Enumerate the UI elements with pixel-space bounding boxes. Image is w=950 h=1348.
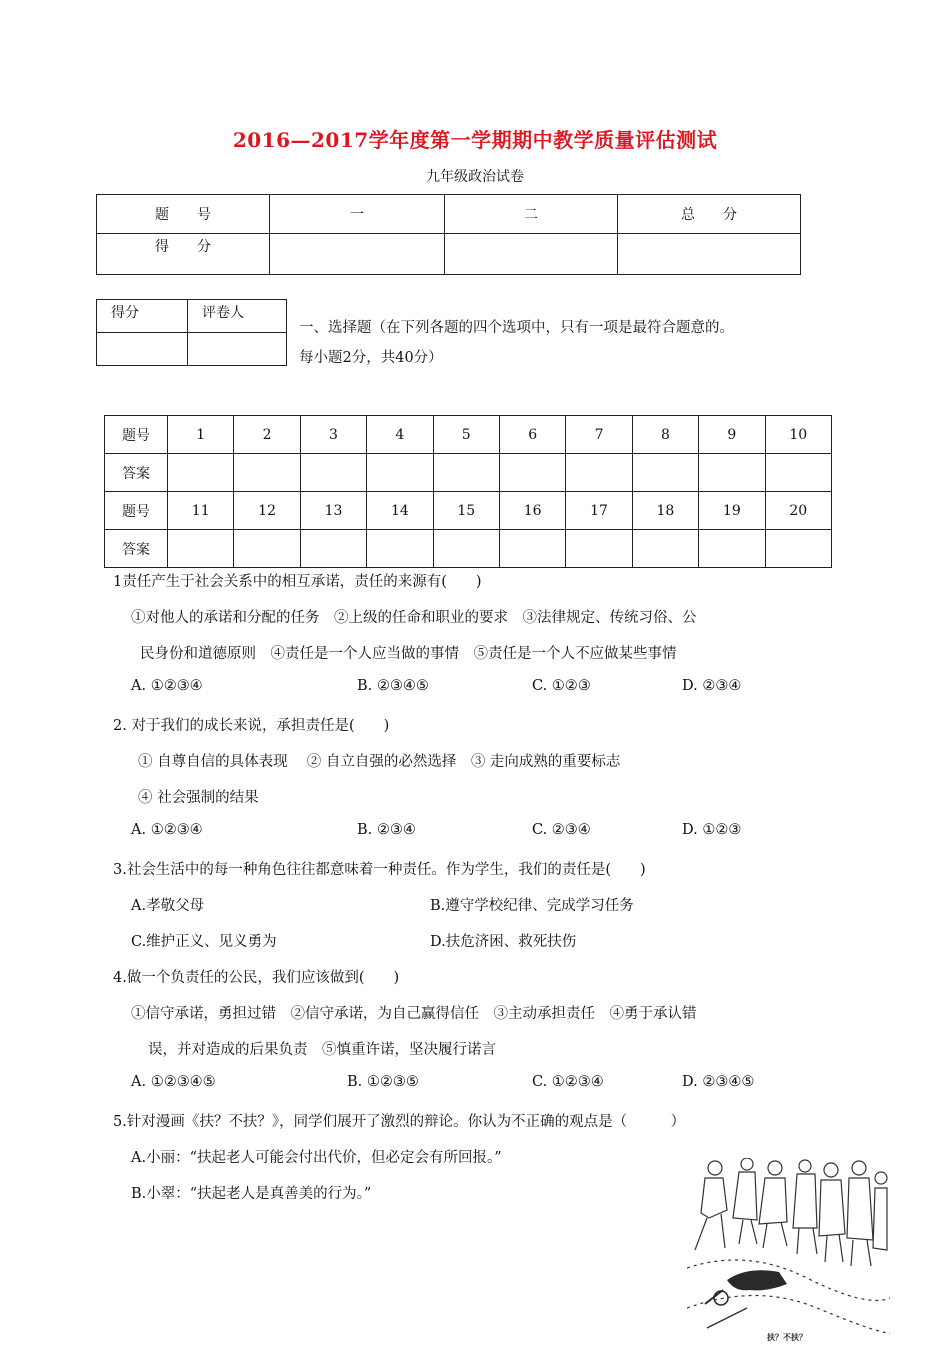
- table-row: [105, 530, 832, 568]
- question-1-option-c: C. ①②③: [532, 678, 591, 694]
- comic-caption: 扶？不扶？: [767, 1333, 807, 1342]
- question-2-stem: 2. 对于我们的成长来说，承担责任是( ): [113, 718, 390, 734]
- table-cell: 6: [499, 416, 565, 454]
- table-row: [97, 195, 801, 234]
- question-5-stem: 5.针对漫画《扶？不扶？》，同学们展开了激烈的辩论。你认为不正确的观点是（ ）: [113, 1114, 686, 1130]
- question-1-option-b: B. ②③④⑤: [357, 678, 429, 694]
- table-row: [97, 300, 287, 333]
- table-cell: 总 分: [618, 195, 801, 234]
- table-cell: [97, 333, 188, 366]
- score-cell: [445, 234, 618, 275]
- answer-cell: [699, 530, 765, 568]
- score-cell: [618, 234, 801, 275]
- table-cell: 答案: [105, 530, 168, 568]
- answer-cell: [499, 454, 565, 492]
- table-row: [105, 454, 832, 492]
- answer-cell: [765, 454, 831, 492]
- answer-cell: [566, 530, 632, 568]
- answer-cell: [168, 454, 234, 492]
- question-3-option-a: A.孝敬父母: [131, 898, 205, 914]
- table-cell: 17: [566, 492, 632, 530]
- table-cell: 题号: [105, 416, 168, 454]
- table-cell: 7: [566, 416, 632, 454]
- table-cell: [188, 333, 287, 366]
- table-cell: 20: [765, 492, 831, 530]
- table-row: [97, 333, 287, 366]
- answer-cell: [433, 530, 499, 568]
- question-2-statements: ④ 社会强制的结果: [138, 790, 259, 806]
- question-3-option-c: C.维护正义、见义勇为: [131, 934, 277, 950]
- question-4-stem: 4.做一个负责任的公民，我们应该做到( ): [113, 970, 400, 986]
- question-5-option-b: B.小翠：“扶起老人是真善美的行为。”: [131, 1186, 372, 1202]
- table-cell: 14: [367, 492, 433, 530]
- answer-cell: [433, 454, 499, 492]
- section-heading: [299, 313, 819, 373]
- grader-table: [96, 299, 287, 366]
- question-3-option-d: D.扶危济困、救死扶伤: [430, 934, 577, 950]
- table-row: [105, 416, 832, 454]
- table-cell: 评卷人: [188, 300, 287, 333]
- question-3-option-b: B.遵守学校纪律、完成学习任务: [430, 898, 634, 914]
- answer-cell: [566, 454, 632, 492]
- section-heading-line: 每小题2分，共40分）: [299, 350, 443, 366]
- table-row: [97, 234, 801, 275]
- exam-subtitle: 九年级政治试卷: [426, 169, 524, 185]
- table-cell: 9: [699, 416, 765, 454]
- answer-cell: [632, 530, 698, 568]
- question-1-stem: 1责任产生于社会关系中的相互承诺，责任的来源有( ): [113, 574, 482, 590]
- answer-cell: [699, 454, 765, 492]
- table-cell: 5: [433, 416, 499, 454]
- table-cell: 12: [234, 492, 300, 530]
- answer-cell: [765, 530, 831, 568]
- question-2-option-c: C. ②③④: [532, 822, 591, 838]
- question-1-statements: ①对他人的承诺和分配的任务 ②上级的任命和职业的要求 ③法律规定、传统习俗、公: [131, 610, 697, 626]
- table-cell: 题号: [105, 492, 168, 530]
- answer-cell: [300, 530, 366, 568]
- table-cell: 3: [300, 416, 366, 454]
- question-2-statements: ① 自尊自信的具体表现 ② 自立自强的必然选择 ③ 走向成熟的重要标志: [138, 754, 621, 770]
- comic-illustration: [687, 1158, 890, 1344]
- exam-title: 2016—2017学年度第一学期期中教学质量评估测试: [232, 128, 718, 152]
- table-cell: 8: [632, 416, 698, 454]
- cane: [707, 1308, 747, 1328]
- question-4-option-b: B. ①②③⑤: [347, 1074, 419, 1090]
- table-cell: 18: [632, 492, 698, 530]
- question-5-option-a: A.小丽：“扶起老人可能会付出代价，但必定会有所回报。”: [131, 1150, 502, 1166]
- section-heading-line: 一、选择题（在下列各题的四个选项中，只有一项是最符合题意的。: [299, 320, 734, 336]
- question-2-option-b: B. ②③④: [357, 822, 416, 838]
- score-table: [96, 194, 801, 275]
- answer-cell: [632, 454, 698, 492]
- answer-cell: [300, 454, 366, 492]
- table-cell: 4: [367, 416, 433, 454]
- answer-cell: [367, 530, 433, 568]
- score-cell: [270, 234, 445, 275]
- answer-table: [104, 415, 832, 568]
- table-row: [105, 492, 832, 530]
- question-2-option-d: D. ①②③: [682, 822, 742, 838]
- answer-cell: [234, 530, 300, 568]
- table-cell: 得 分: [97, 234, 270, 275]
- answer-cell: [499, 530, 565, 568]
- answer-cell: [234, 454, 300, 492]
- table-cell: 一: [270, 195, 445, 234]
- table-cell: 二: [445, 195, 618, 234]
- question-4-statements: 误，并对造成的后果负责 ⑤慎重许诺，坚决履行诺言: [148, 1042, 496, 1058]
- table-cell: 1: [168, 416, 234, 454]
- table-cell: 题 号: [97, 195, 270, 234]
- answer-cell: [367, 454, 433, 492]
- table-cell: 11: [168, 492, 234, 530]
- table-cell: 16: [499, 492, 565, 530]
- question-4-statements: ①信守承诺，勇担过错 ②信守承诺，为自己赢得信任 ③主动承担责任 ④勇于承认错: [131, 1006, 697, 1022]
- question-3-stem: 3.社会生活中的每一种角色往往都意味着一种责任。作为学生，我们的责任是( ): [113, 862, 646, 878]
- table-cell: 13: [300, 492, 366, 530]
- table-cell: 10: [765, 416, 831, 454]
- table-cell: 2: [234, 416, 300, 454]
- table-cell: 19: [699, 492, 765, 530]
- question-4-option-c: C. ①②③④: [532, 1074, 604, 1090]
- comic-drawing: [687, 1158, 890, 1344]
- question-2-option-a: A. ①②③④: [131, 822, 203, 838]
- table-cell: 得分: [97, 300, 188, 333]
- table-cell: 15: [433, 492, 499, 530]
- question-1-option-a: A. ①②③④: [131, 678, 203, 694]
- question-4-option-a: A. ①②③④⑤: [131, 1074, 216, 1090]
- question-1-option-d: D. ②③④: [682, 678, 742, 694]
- question-4-option-d: D. ②③④⑤: [682, 1074, 755, 1090]
- answer-cell: [168, 530, 234, 568]
- table-cell: 答案: [105, 454, 168, 492]
- question-1-statements: 民身份和道德原则 ④责任是一个人应当做的事情 ⑤责任是一个人不应做某些事情: [140, 646, 677, 662]
